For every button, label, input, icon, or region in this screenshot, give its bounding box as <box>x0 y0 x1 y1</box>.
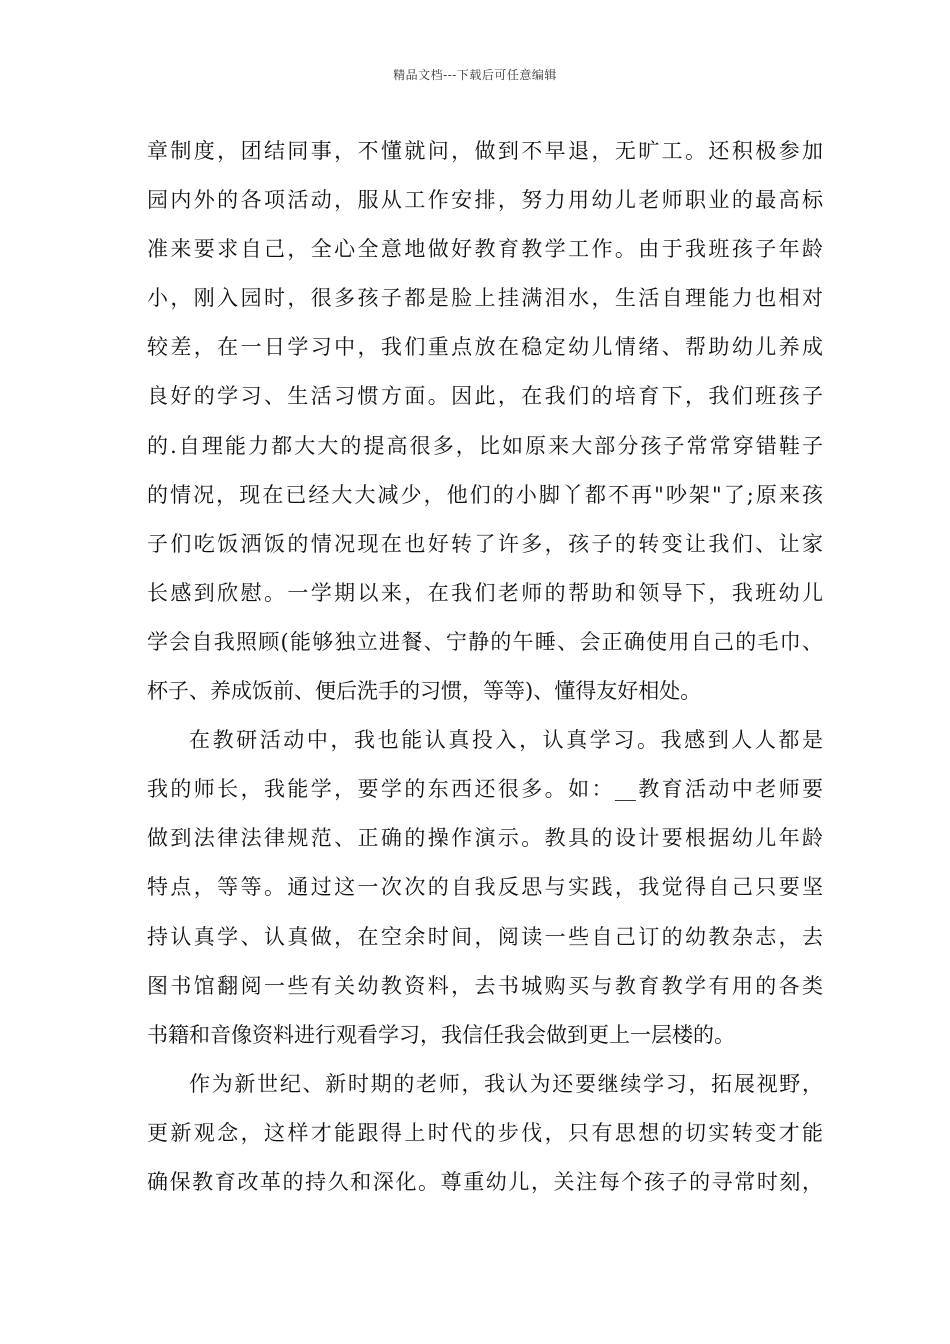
text-line: 我的师长，我能学，要学的东西还很多。如：__教育活动中老师要 <box>147 777 823 802</box>
text-line: 学会自我照顾(能够独立进餐、宁静的午睡、会正确使用自己的毛巾、 <box>147 629 823 654</box>
text-line: 图书馆翻阅一些有关幼教资料，去书城购买与教育教学有用的各类 <box>147 973 823 998</box>
text-line: 小，刚入园时，很多孩子都是脸上挂满泪水，生活自理能力也相对 <box>147 286 823 311</box>
text-line: 较差，在一日学习中，我们重点放在稳定幼儿情绪、帮助幼儿养成 <box>147 335 823 360</box>
text-line: 确保教育改革的持久和深化。尊重幼儿，关注每个孩子的寻常时刻， <box>147 1169 823 1194</box>
body-text <box>147 127 823 1207</box>
text-line: 章制度，团结同事，不懂就问，做到不早退，无旷工。还积极参加 <box>147 139 823 163</box>
text-line: 子们吃饭洒饭的情况现在也好转了许多，孩子的转变让我们、让家 <box>147 531 823 556</box>
text-line: 杯子、养成饭前、便后洗手的习惯，等等)、懂得友好相处。 <box>147 679 702 704</box>
text-line: 特点，等等。通过这一次次的自我反思与实践，我觉得自己只要坚 <box>147 875 823 900</box>
text-line: 长感到欣慰。一学期以来，在我们老师的帮助和领导下，我班幼儿 <box>147 580 823 605</box>
paragraph-first-line: 在教研活动中，我也能认真投入，认真学习。我感到人人都是 <box>189 728 823 753</box>
text-line: 做到法律法律规范、正确的操作演示。教具的设计要根据幼儿年龄 <box>147 826 823 851</box>
text-line: 更新观念，这样才能跟得上时代的步伐，只有思想的切实转变才能 <box>147 1120 823 1145</box>
text-line: 的情况，现在已经大大减少，他们的小脚丫都不再"吵架"了;原来孩 <box>147 482 823 507</box>
text-line: 园内外的各项活动，服从工作安排，努力用幼儿老师职业的最高标 <box>147 188 823 213</box>
text-line: 的.自理能力都大大的提高很多，比如原来大部分孩子常常穿错鞋子 <box>147 433 823 458</box>
text-line: 良好的学习、生活习惯方面。因此，在我们的培育下，我们班孩子 <box>147 384 823 409</box>
text-line: 书籍和音像资料进行观看学习，我信任我会做到更上一层楼的。 <box>147 1022 735 1047</box>
page-header: 精品文档---下载后可任意编辑 <box>393 68 557 82</box>
paragraph-first-line: 作为新世纪、新时期的老师，我认为还要继续学习，拓展视野， <box>189 1071 823 1096</box>
text-line: 准来要求自己，全心全意地做好教育教学工作。由于我班孩子年龄 <box>147 237 823 262</box>
text-line: 持认真学、认真做，在空余时间，阅读一些自己订的幼教杂志，去 <box>147 924 823 949</box>
